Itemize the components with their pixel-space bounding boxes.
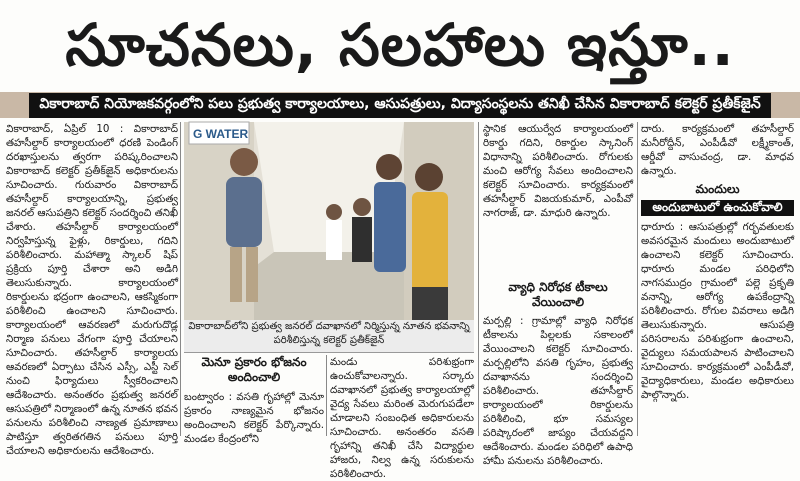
news-photo [184,122,474,320]
article-column-4b: ధారూరు : ఆసుపత్రుల్లో గర్భవతులకు అవసరమైన మందులు అందుబాటులో ఉంచాలని కలెక్టర్ సూచించారు. ధారూరు మండల పరిధిలోని నాగసముద్రం గ్రామంలో పల్లె ప్రకృతి వనాన్ని, ఆరోగ్య ఉపకేంద్రాన్ని పరిశీలించారు. రోగుల వివరాలు అడిగి తెలుసుకున్నారు. ఆసుపత్రి పరిసరాలను పరిశుభ్రంగా ఉంచాలని, వైద్యులు సమయపాలన పాటించాలని సూచించారు. కార్యక్రమంలో ఎంపీడీవో, వైద్యాధికారులు, మండల అధికారులు పాల్గొన్నారు. [641,221,794,401]
article-column-3: స్థానిక ఆయుర్వేద కార్యాలయంలో రికార్డు గదిని, రికార్డుల స్కానింగ్ విధానాన్ని పరిశీలించారు. రోగులకు మంచి ఆరోగ్య సేవలు అందించాలని కలెక్టర్ సూచించారు. కార్యక్రమంలో తహసీల్దార్ విజయకుమార్, ఎంపీవో నాగరాజ్, డా. మాధురి ఉన్నారు. [483,123,633,219]
photo-illustration [184,122,474,320]
subheading-menu: మెనూ ప్రకారం భోజనం అందించాలి [201,355,307,384]
wall-sign-text: G WATER [193,127,249,141]
article-column-3b: మర్పల్లి : గ్రామాల్లో వ్యాధి నిరోధక టీకాలను పిల్లలకు సకాలంలో వేయించాలని కలెక్టర్ సూచించారు. మర్పల్లిలోని వసతి గృహం, ప్రభుత్వ దవాఖానను సందర్శించి పరిశీలించారు. తహసీల్దార్ కార్యాలయంలో రికార్డులను పరిశీలించి, భూ సమస్యల పరిష్కారంలో జాప్యం చేయవద్దని ఆదేశించారు. మండల పరిధిలో ఉపాధి హామీ పనులను పరిశీలించారు. [483,315,633,467]
headline: సూచనలు, సలహాలు ఇస్తూ.. [65,11,735,79]
column-divider [478,122,479,436]
photo-caption: వికారాబాద్‌లోని ప్రభుత్వ జనరల్ దవాఖానలో నిర్మిస్తున్న నూతన భవనాన్ని పరిశీలిస్తున్న కలెక్టర్ ప్రతీక్‌జైన్ [184,320,474,353]
column-divider [180,122,181,436]
banner-text: వికారాబాద్ నియోజకవర్గంలోని పలు ప్రభుత్వ కార్యాలయాలు, ఆసుపత్రులు, విద్యాసంస్థలను తనిఖీ చేసిన వికారాబాద్ కలెక్టర్ ప్రతీక్‌జైన్ [29,93,770,118]
subheading-vaccines: వ్యాధి నిరోధక టీకాలు వేయించాలి [508,280,608,309]
subheading-medicines-2: అందుబాటులో ఉంచుకోవాలి [641,200,794,216]
subheading-medicines: మందులు [695,182,740,196]
article-column-4: దారు. కార్యక్రమంలో తహసీల్దార్ మనీరోద్దీన్, ఎంపీడీవో లక్ష్మీకాంత్, ఆర్డీవో వాసుచంద్ర, డా. మాధవ ఉన్నారు. [641,123,794,177]
article-column-2b: మండు పరిశుభ్రంగా ఉంచుకోవాలన్నారు. సర్కారు దవాఖానలో ప్రభుత్వ కార్యాలయాల్లో వైద్య సేవలు మరింత మెరుగుపడేలా చూడాలని సంబంధిత అధికారులను సూచించారు. అనంతరం వసతి గృహాన్ని తనిఖీ చేసి విద్యార్థుల హాజరు, నిల్వ ఉన్న సరుకులను పరిశీలించారు. [330,356,474,480]
column-divider [326,355,327,436]
article-column-1: వికారాబాద్, ఏప్రిల్ 10 : వికారాబాద్ తహసీల్దార్ కార్యాలయంలో ధరణి పెండింగ్ దరఖాస్తులను త్వరగా పరిష్కరించాలని వికారాబాద్ కలెక్టర్ ప్రతీక్‌జైన్ అధికారులను సూచించారు. గురువారం వికారాబాద్ తహసీల్దార్ కార్యాలయాన్ని, ప్రభుత్వ జనరల్ ఆసుపత్రిని కలెక్టర్ సందర్శించి తనిఖీ చేశారు. తహసీల్దార్ కార్యాలయంలో నిర్వహిస్తున్న ఫైళ్లు, రికార్డులు, గదిని పరిశీలించారు. మహాత్మా స్కాలర్ షిప్ ప్రక్రియ పూర్తి చేశారా అని అడిగి తెలుసుకున్నారు. కార్యాలయంలో రికార్డులను భద్రంగా ఉంచాలని, ఆకస్మికంగా పరిశీలించి ఉంచాలని సూచించారు. కార్యాలయంలో ఆవరణలో మరుగుదొడ్ల నిర్మాణ పనులు వేగంగా పూర్తి చేయాలని సూచించారు. తహసీల్దార్ కార్యాలయ ఆవరణలో ఏర్పాటు చేసిన ఎస్సీ, ఎస్టీ సెల్ నుంచి ఫిర్యాదులు స్వీకరించాలని ఆదేశించారు. అనంతరం ప్రభుత్వ జనరల్ ఆసుపత్రిలో నిర్మాణంలో ఉన్న నూతన భవన పనులను పరిశీలించి నాణ్యత ప్రమాణాలు పాటిస్తూ త్వరితగతిన పనులు పూర్తి చేయాలని అధికారులను ఆదేశించారు. [6,123,179,457]
article-column-2a: బంట్వారం : వసతి గృహాల్లో మెనూ ప్రకారం నాణ్యమైన భోజనం అందించాలని కలెక్టర్ పేర్కొన్నారు. మండల కేంద్రంలోని [184,391,324,445]
column-divider [637,122,638,436]
banner [0,92,800,118]
